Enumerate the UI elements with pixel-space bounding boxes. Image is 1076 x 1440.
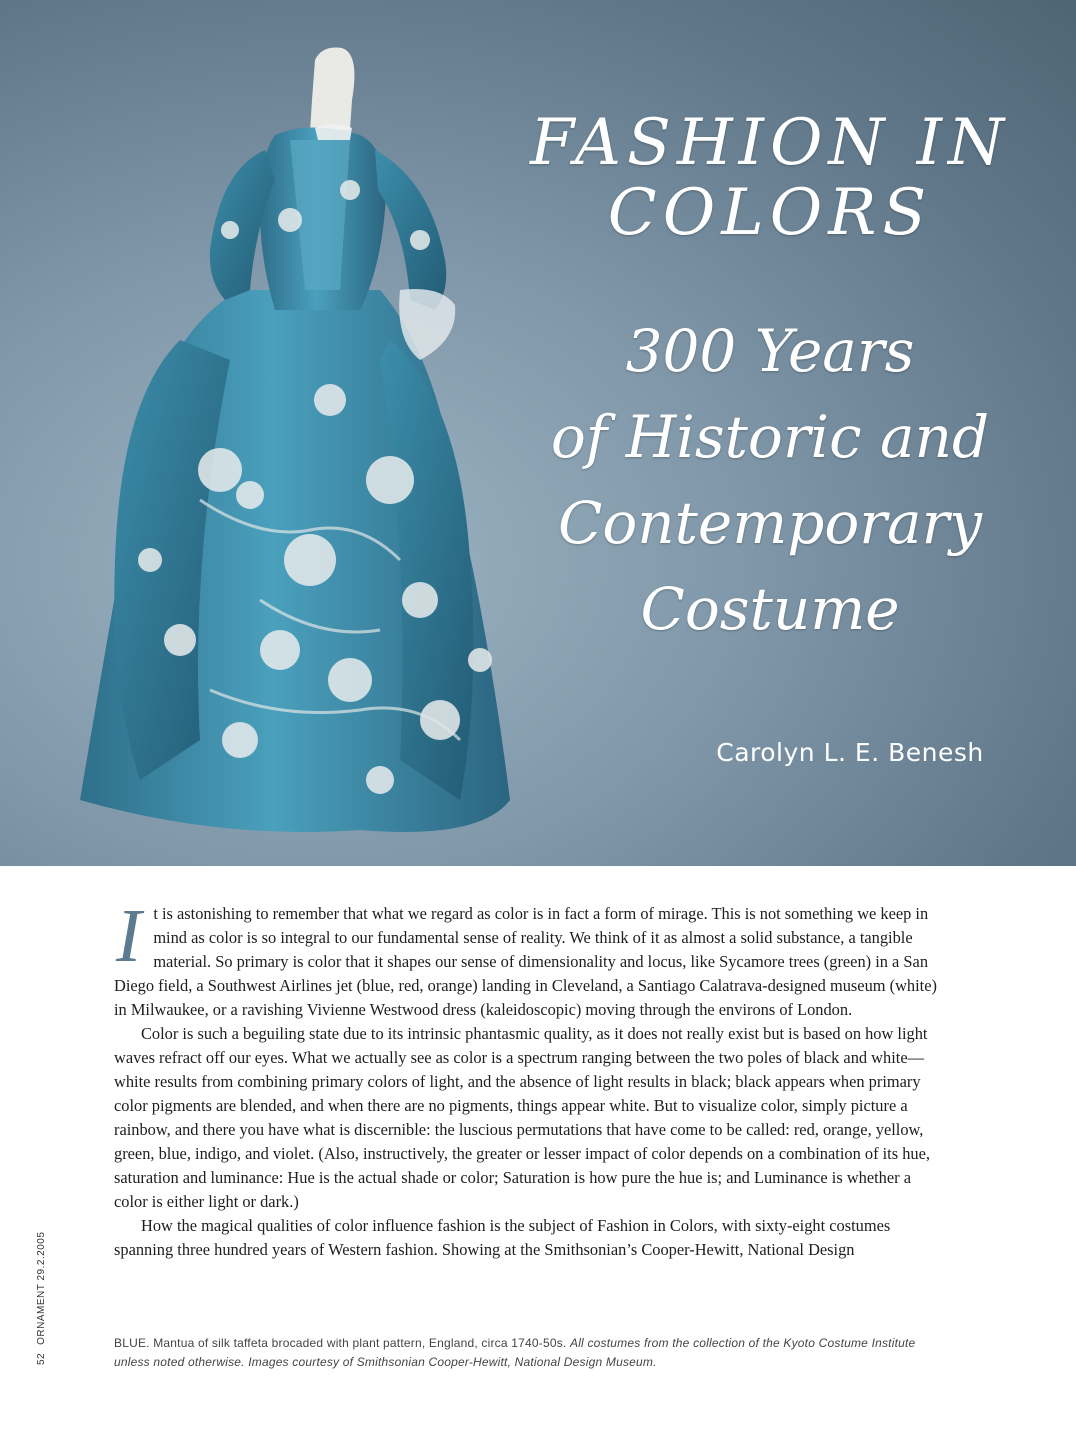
publication-issue: ORNAMENT 29.2.2005 [36,1231,47,1345]
title-line-2: COLORS [607,176,933,250]
paragraph-1 [114,894,948,1022]
paragraph-2: Color is such a beguiling state due to its intrinsic phantasmic quality, as it does not really exist but is based on how light waves refract off our eyes. What we actually see as color is a spectrum ranging between the two poles of black and white—white results from combining primary colors of light, and the absence of light results in black; black appears when primary color pigments are blended, and when there are no pigments, things appear white. But to visualize color, simply picture a rainbow, and there you have what is discernible: the luscious permutations that have come to be called: red, orange, yellow, green, blue, indigo, and violet. (Also, instructively, the greater or lesser impact of color depends on a combination of its hue, saturation and luminance: Hue is the actual shade or color; Saturation is how pure the hue is; and Luminance is whether a color is either light or dark.) [114,1024,930,1211]
paragraph-3: How the magical qualities of color influence fashion is the subject of Fashion in Colors, with sixty-eight costumes spanning three hundred years of Western fashion. Showing at the Smithsonian’s Cooper-Hewitt, National Design [114,1216,891,1259]
page-folio [36,1232,47,1365]
photo-caption [114,1334,944,1372]
article-body [114,894,948,1262]
caption-lead: BLUE. Mantua of silk taffeta brocaded with plant pattern, England, circa 1740-50s. [114,1336,567,1350]
subtitle-line-3: Contemporary [557,489,983,557]
author-byline: Carolyn L. E. Benesh [716,738,984,767]
article-title [490,108,1050,248]
blue-mantua-dress-image [60,40,520,860]
title-line-1: FASHION IN [529,106,1011,180]
subtitle-line-4: Costume [640,575,900,643]
page-number: 52 [36,1352,47,1365]
paragraph-1-text: t is astonishing to remember that what we regard as color is in fact a form of mirage. This is not something we keep in mind as color is so integral to our fundamental sense of reality. We think of it as almost a solid substance, a tangible material. So primary is color that it shapes our sense of dimensionality and locus, like Sycamore trees (green) in a San Diego field, a Southwest Airlines jet (blue, red, orange) landing in Cleveland, a Santiago Calatrava-designed museum (white) in Milwaukee, or a ravishing Vivienne Westwood dress (kaleidoscopic) moving through the environs of London. [114,904,937,1019]
caption-credit: All costumes from the collection of the Kyoto Costume Institute unless noted otherwise. Images courtesy of Smithsonian Cooper-Hewitt, National Design Museum. [114,1336,916,1369]
subtitle-line-2: of Historic and [550,403,990,471]
drop-cap: I [116,894,142,978]
subtitle-line-1: 300 Years [625,317,915,385]
article-subtitle [520,308,1020,652]
